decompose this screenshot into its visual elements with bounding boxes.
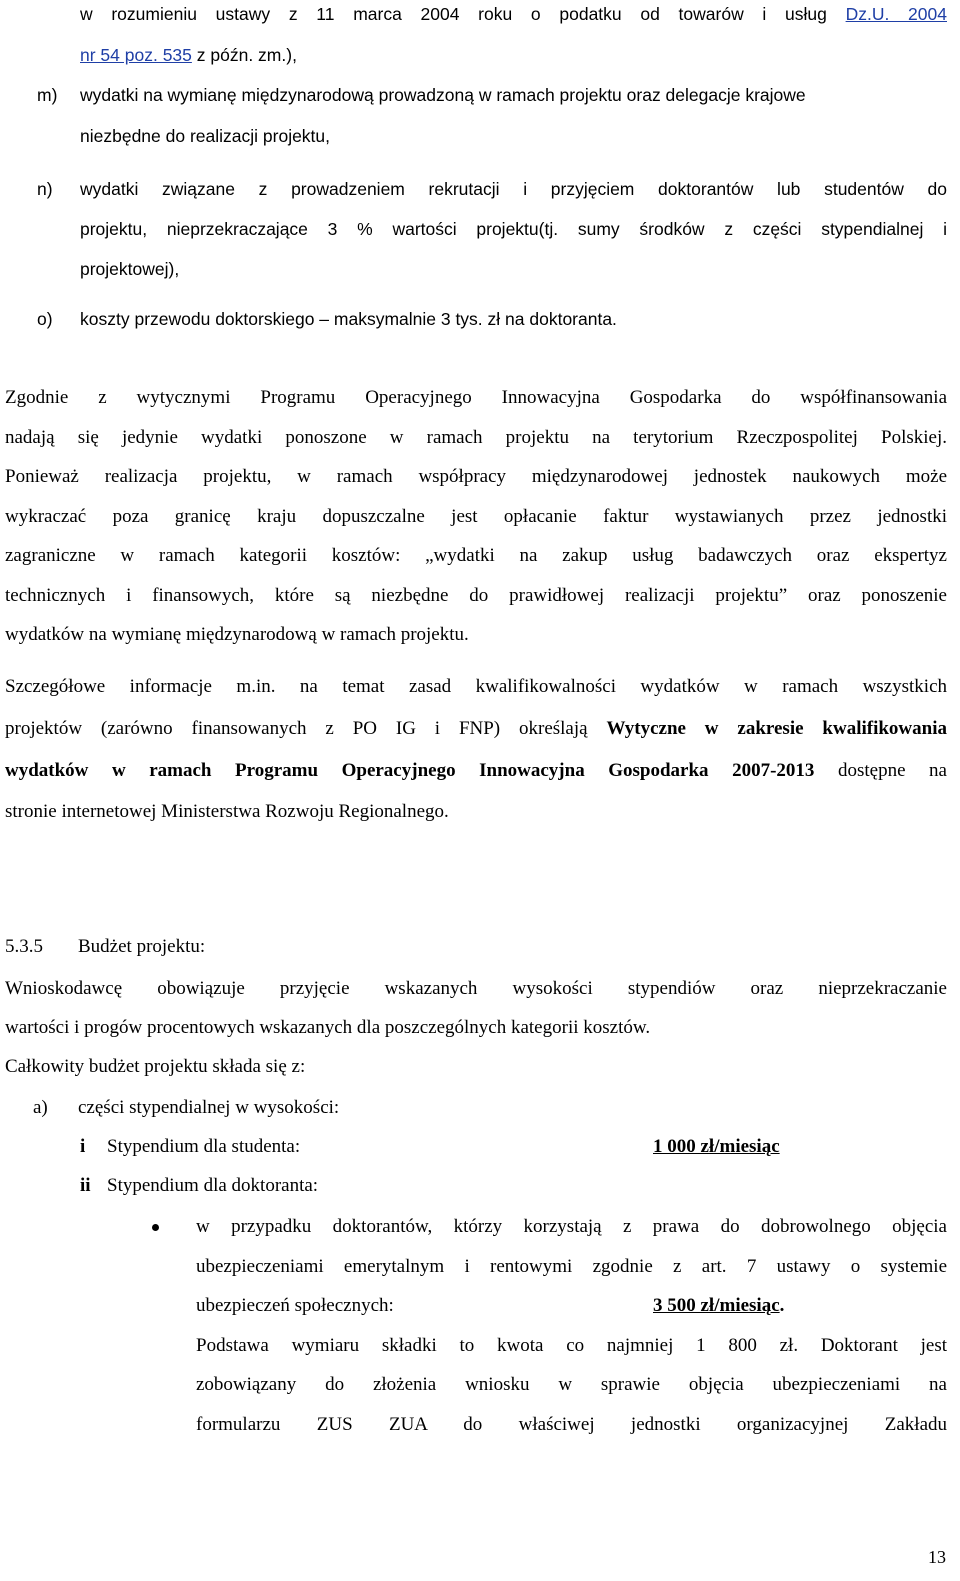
- legal-reference-link[interactable]: Dz.U. 2004: [845, 4, 947, 24]
- paragraph-line: Całkowity budżet projektu składa się z:: [5, 1056, 306, 1077]
- guidelines-title: Wytyczne w zakresie kwalifikowania: [606, 718, 947, 739]
- list-marker: o): [37, 309, 53, 329]
- phd-stipend-amount: 3 500 zł/miesiąc.: [653, 1295, 785, 1316]
- list-item-line: wydatki na wymianę międzynarodową prowadzoną w ramach projektu oraz delegacje krajowe: [80, 85, 806, 105]
- page-number: 13: [928, 1547, 946, 1567]
- list-marker: n): [37, 179, 53, 199]
- section-title: Budżet projektu:: [78, 936, 206, 957]
- student-stipend-amount: 1 000 zł/miesiąc: [653, 1136, 780, 1157]
- list-item-line: Stypendium dla studenta:: [107, 1136, 301, 1157]
- paragraph-line: wydatków na wymianę międzynarodową w ramach projektu.: [5, 624, 469, 645]
- list-item-line: koszty przewodu doktorskiego – maksymalnie 3 tys. zł na doktoranta.: [80, 309, 617, 329]
- paragraph-line: Ponieważ realizacja projektu, w ramach współpracy międzynarodowej jednostek naukowych może: [5, 466, 947, 487]
- paragraph-line: Szczegółowe informacje m.in. na temat zasad kwalifikowalności wydatków w ramach wszystkich: [5, 676, 947, 697]
- paragraph-line: formularzu ZUS ZUA do właściwej jednostki organizacyjnej Zakładu: [196, 1414, 947, 1435]
- paragraph-line: wykraczać poza granicę kraju dopuszczalne jest opłacanie faktur wystawianych przez jednostki: [5, 506, 947, 527]
- list-item-line: w przypadku doktorantów, którzy korzystają z prawa do dobrowolnego objęcia: [196, 1216, 947, 1237]
- guidelines-title: wydatków w ramach Programu Operacyjnego Innowacyjna Gospodarka 2007-2013: [5, 760, 815, 781]
- paragraph-line: nadają się jedynie wydatki ponoszone w ramach projektu na terytorium Rzeczpospolitej Polskiej.: [5, 427, 947, 448]
- paragraph-line: technicznych i finansowych, które są niezbędne do prawidłowej realizacji projektu” oraz ponoszenie: [5, 585, 947, 606]
- list-item-line: ubezpieczeniami emerytalnym i rentowymi zgodnie z art. 7 ustawy o systemie: [196, 1256, 947, 1277]
- paragraph-line: Zgodnie z wytycznymi Programu Operacyjnego Innowacyjna Gospodarka do współfinansowania: [5, 387, 947, 408]
- list-item-line: projektowej),: [80, 259, 180, 279]
- list-marker: a): [33, 1097, 48, 1118]
- bullet-icon: [152, 1224, 159, 1231]
- paragraph-line: wartości i progów procentowych wskazanych dla poszczególnych kategorii kosztów.: [5, 1017, 651, 1038]
- list-item-line: Stypendium dla doktoranta:: [107, 1175, 319, 1196]
- list-marker: ii: [80, 1175, 91, 1196]
- paragraph-line: projektów (zarówno finansowanych z PO IG i FNP) określają Wytyczne w zakresie kwalifikowania: [5, 718, 947, 739]
- paragraph-line: zagraniczne w ramach kategorii kosztów: „wydatki na zakup usług badawczych oraz ekspertyz: [5, 545, 947, 566]
- list-continuation-line: w rozumieniu ustawy z 11 marca 2004 roku o podatku od towarów i usług Dz.U. 2004: [80, 4, 947, 24]
- list-item-line: wydatki związane z prowadzeniem rekrutacji i przyjęciem doktorantów lub studentów do: [80, 179, 947, 199]
- list-item-line: projektu, nieprzekraczające 3 % wartości projektu(tj. sumy środków z części stypendialnej i: [80, 219, 947, 239]
- paragraph-line: zobowiązany do złożenia wniosku w sprawie objęcia ubezpieczeniami na: [196, 1374, 947, 1395]
- legal-reference-link[interactable]: nr 54 poz. 535: [80, 45, 192, 65]
- paragraph-line: Wnioskodawcę obowiązuje przyjęcie wskazanych wysokości stypendiów oraz nieprzekraczanie: [5, 978, 947, 999]
- paragraph-line: Podstawa wymiaru składki to kwota co najmniej 1 800 zł. Doktorant jest: [196, 1335, 947, 1356]
- list-item-line: niezbędne do realizacji projektu,: [80, 126, 331, 146]
- list-item-line: części stypendialnej w wysokości:: [78, 1097, 340, 1118]
- paragraph-line: stronie internetowej Ministerstwa Rozwoju Regionalnego.: [5, 801, 449, 822]
- list-item-line: ubezpieczeń społecznych:: [196, 1295, 394, 1316]
- paragraph-line: wydatków w ramach Programu Operacyjnego Innowacyjna Gospodarka 2007-2013 dostępne na: [5, 760, 947, 781]
- list-marker: m): [37, 85, 58, 105]
- list-marker: i: [80, 1136, 86, 1157]
- section-number: 5.3.5: [5, 936, 43, 957]
- list-continuation-line: nr 54 poz. 535 z późn. zm.),: [80, 45, 297, 65]
